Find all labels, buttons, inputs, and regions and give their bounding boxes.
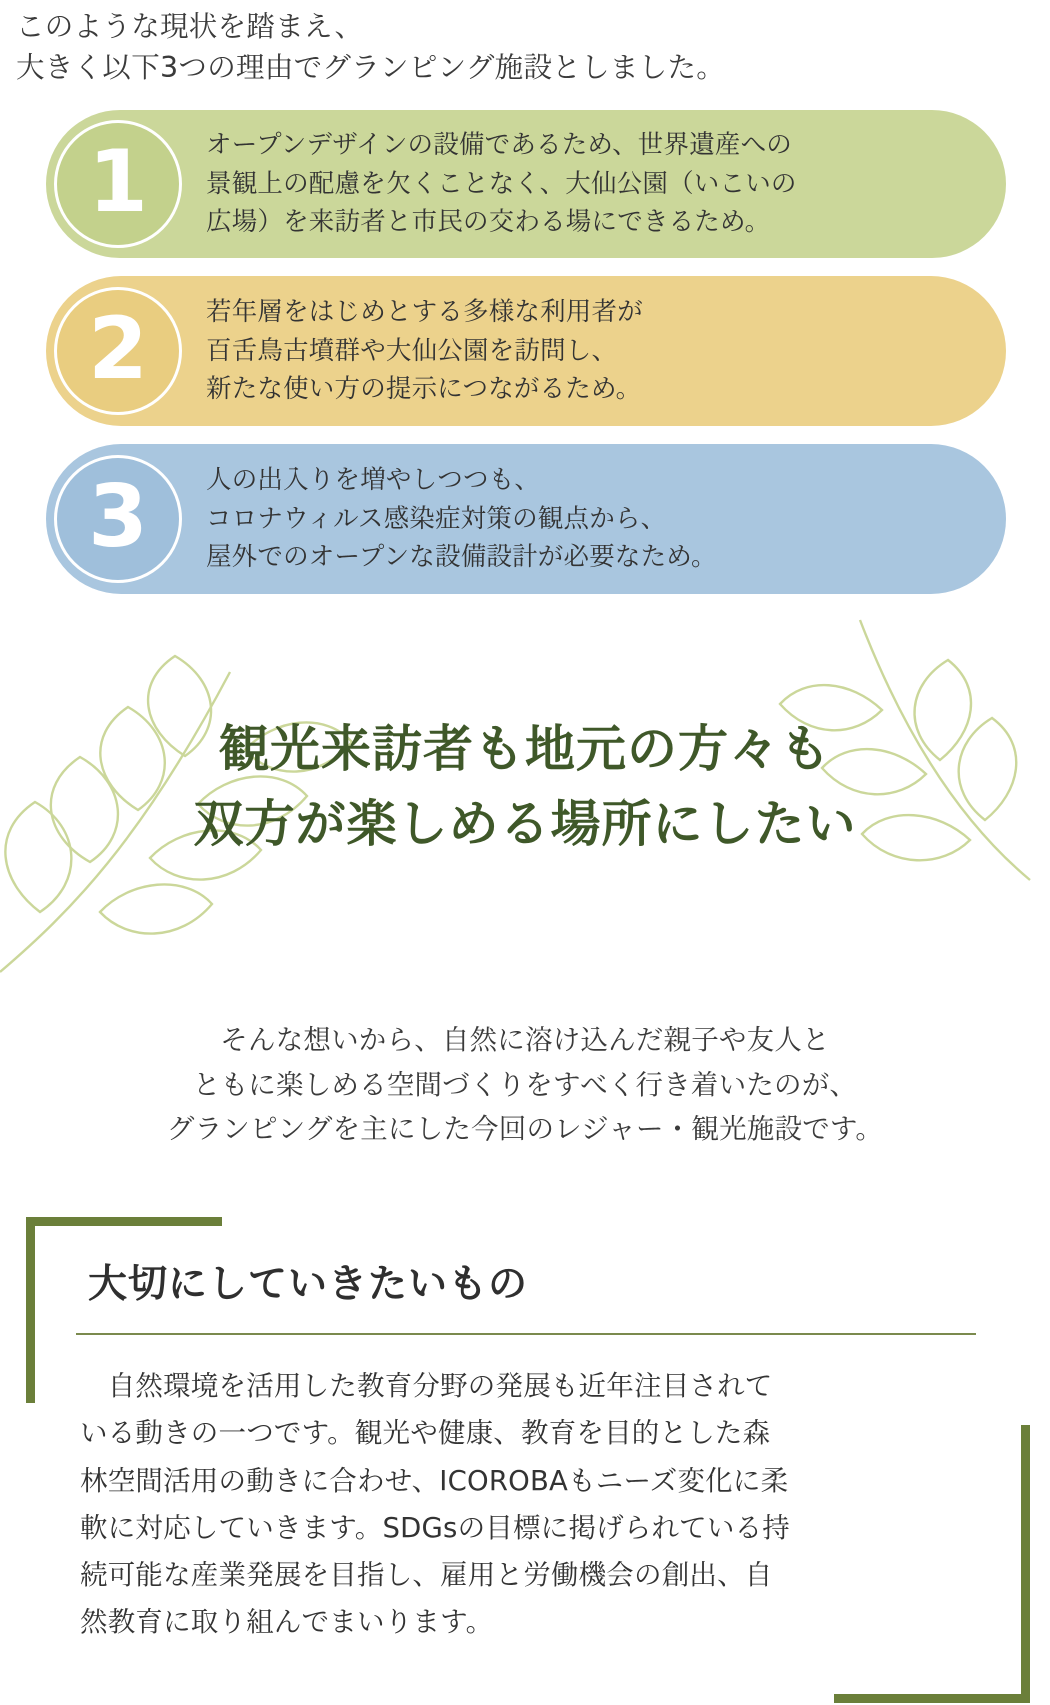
body-line-5: 続可能な産業発展を目指し、雇用と労働機会の創出、自 [80,1559,773,1592]
reason-text-3 [206,461,717,577]
reason-1-line-1: オープンデザインの設備であるため、世界遺産への [206,129,793,160]
reason-2-line-2: 百舌鳥古墳群や大仙公園を訪問し、 [206,335,618,366]
reason-1-line-3: 広場）を来訪者と市民の交わる場にできるため。 [206,207,771,238]
intro-line-1: このような現状を踏まえ、 [16,10,364,43]
headline-line-2: 双方が楽しめる場所にしたい [193,795,857,853]
headline-line-1: 観光来訪者も地元の方々も [219,720,831,778]
reason-number-badge-2 [54,287,182,415]
reason-item-1 [46,110,1006,258]
intro-line-2: 大きく以下3つの理由でグランピング施設としました。 [16,51,726,85]
values-section [0,1205,1050,1705]
reason-item-3 [46,444,1006,594]
body-line-2: いる動きの一つです。観光や健康、教育を目的とした森 [80,1417,771,1450]
reason-2-line-1: 若年層をはじめとする多様な利用者が [206,296,643,327]
reason-3-line-1: 人の出入りを増やしつつも、 [206,464,541,495]
reason-number-2: 2 [88,299,148,399]
body-line-1: 自然環境を活用した教育分野の発展も近年注目されて [80,1370,773,1402]
body-line-6: 然教育に取り組んでまいります。 [80,1606,494,1639]
body-line-4: 軟に対応していきます。SDGsの目標に掲げられている持 [80,1511,790,1544]
reason-number-badge-3 [54,455,182,583]
reason-number-3: 3 [88,467,148,567]
reason-list [46,110,1006,612]
intro-paragraph [16,6,1016,89]
body-line-3: 林空間活用の動きに合わせ、ICOROBAもニーズ変化に柔 [80,1464,789,1497]
reason-2-line-3: 新たな使い方の提示につながるため。 [206,374,642,405]
reason-3-line-2: コロナウィルス感染症対策の観点から、 [206,503,667,534]
section-title-divider [76,1333,976,1335]
reason-item-2 [46,276,1006,426]
reason-text-2 [206,293,643,409]
lead-line-2: ともに楽しめる空間づくりをすべく行き着いたのが、 [192,1068,858,1101]
reason-number-badge-1 [54,120,182,248]
section-title: 大切にしていきたいもの [88,1262,529,1307]
reason-number-1: 1 [88,132,148,232]
reason-3-line-3: 屋外でのオープンな設備設計が必要なため。 [206,542,717,573]
section-body [80,1363,970,1647]
headline [0,712,1050,862]
reason-1-line-2: 景観上の配慮を欠くことなく、大仙公園（いこいの [206,168,797,199]
lead-paragraph [0,1018,1050,1152]
lead-line-1: そんな想いから、自然に溶け込んだ親子や友人と [220,1024,830,1056]
lead-line-3: グランピングを主にした今回のレジャー・観光施設です。 [166,1113,884,1146]
reason-text-1 [206,126,797,242]
